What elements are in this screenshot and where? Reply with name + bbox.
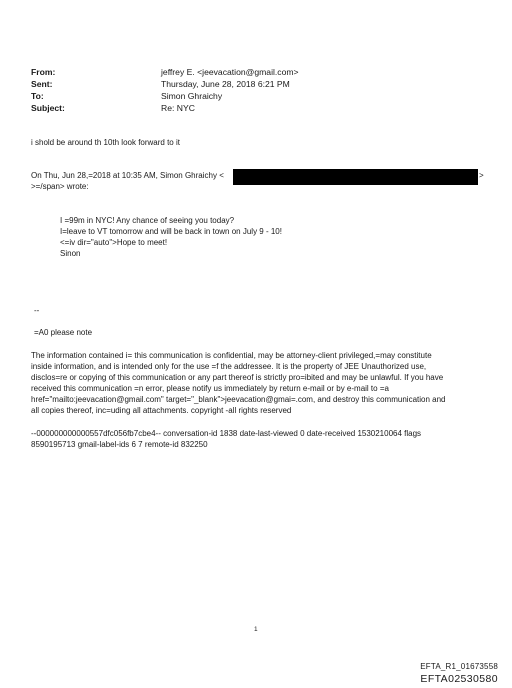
disclaimer-line: The information contained i= this communication is confidential, may be attorney-client privileged,=may constitute	[31, 351, 432, 360]
quoted-line: <=iv dir="auto">Hope to meet!	[60, 238, 168, 247]
disclaimer-line: received this communication =n error, please notify us immediately by return e-mail or by e-mail to =a	[31, 384, 389, 393]
redaction-box	[233, 169, 478, 185]
quote-attribution-tail: >	[479, 171, 484, 180]
to-value: Simon Ghraichy	[161, 91, 223, 101]
metadata-line: --000000000000557dfc056fb7cbe4-- conversation-id 1838 date-last-viewed 0 date-received 1530210064 flags	[31, 429, 422, 438]
quoted-line: Sinon	[60, 249, 81, 258]
to-label: To:	[31, 91, 44, 101]
bates-number-large: EFTA02530580	[420, 673, 498, 685]
reply-text: i shold be around th 10th look forward to it	[31, 138, 180, 147]
sent-value: Thursday, June 28, 2018 6:21 PM	[161, 79, 290, 89]
quoted-line: I=leave to VT tomorrow and will be back in town on July 9 - 10!	[60, 227, 282, 236]
subject-value: Re: NYC	[161, 103, 195, 113]
disclaimer-line: inside information, and is intended only for the use =f the addressee. It is the property of JEE Unauthorized use,	[31, 362, 427, 371]
bates-number-small: EFTA_R1_01673558	[420, 662, 498, 671]
sent-label: Sent:	[31, 79, 53, 89]
quote-attribution-line2: >=/span> wrote:	[31, 182, 89, 191]
quoted-line: I =99m in NYC! Any chance of seeing you today?	[60, 216, 235, 225]
please-note: =A0 please note	[34, 328, 93, 337]
quote-attribution: On Thu, Jun 28,=2018 at 10:35 AM, Simon Ghraichy <	[31, 171, 224, 180]
from-value: jeffrey E. <jeevacation@gmail.com>	[161, 67, 299, 77]
signature-dash: --	[34, 306, 40, 315]
disclaimer-line: disclos=re or copying of this communication or any part thereof is strictly pro=ibited and may be unlawful. If you have	[31, 373, 444, 382]
disclaimer-line: all copies thereof, inc=uding all attachments. copyright -all rights reserved	[31, 406, 292, 415]
metadata-line: 8590195713 gmail-label-ids 6 7 remote-id 832250	[31, 440, 208, 449]
disclaimer-line: href="mailto:jeevacation@gmail.com" target="_blank">jeevacation@gmai=.com, and destroy this communication and	[31, 395, 446, 404]
subject-label: Subject:	[31, 103, 65, 113]
from-label: From:	[31, 67, 56, 77]
page-number: 1	[254, 626, 258, 633]
